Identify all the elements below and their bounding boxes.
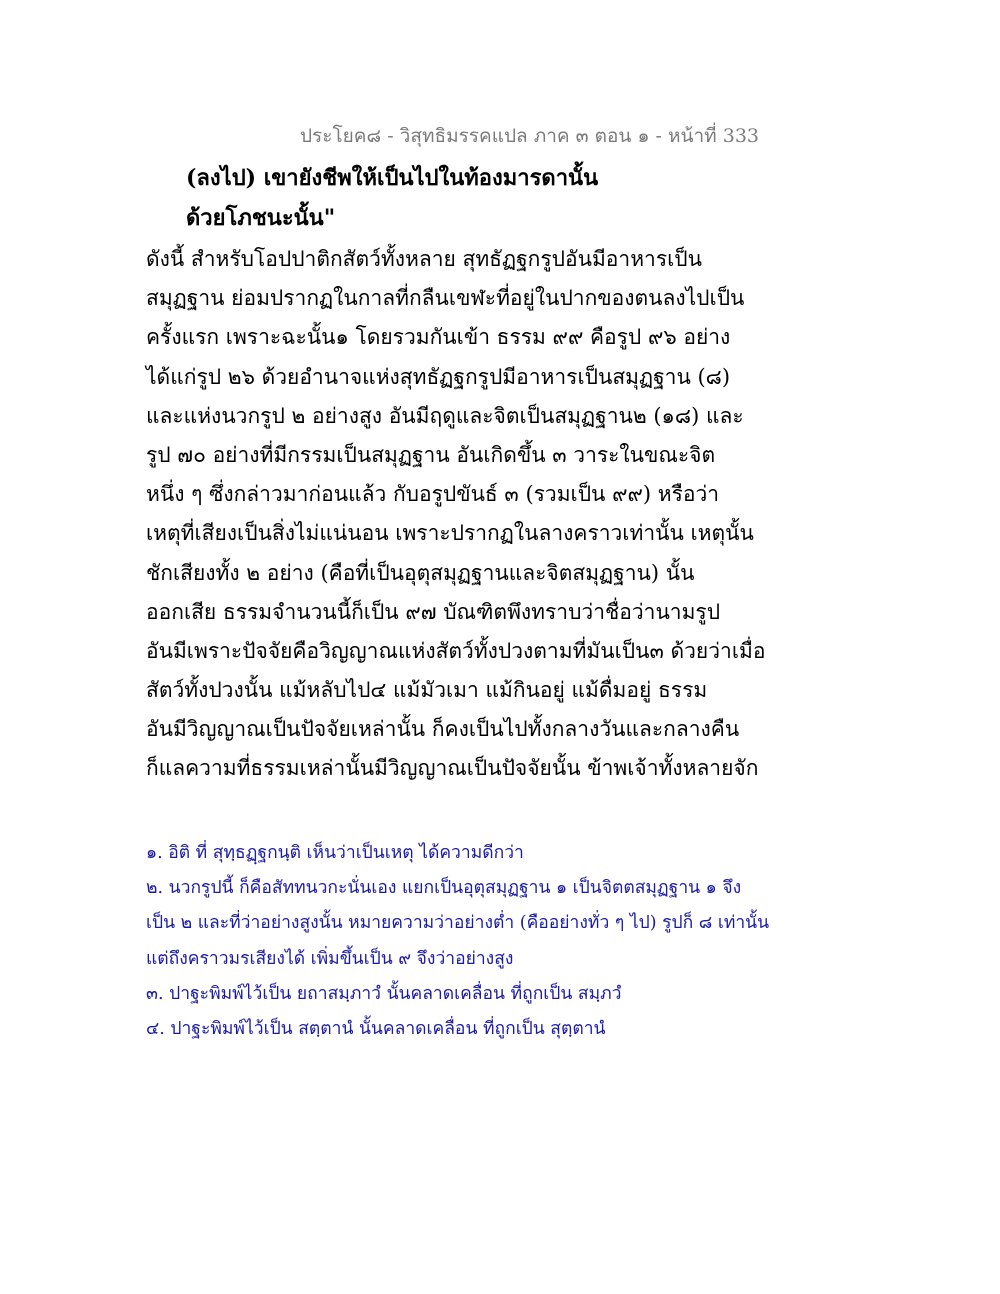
body-text	[146, 240, 866, 789]
footnote-line: ๔. ปาฐะพิมพ์ไว้เป็น สตฺตานํ นั้นคลาดเคลื่อน ที่ถูกเป็น สุตฺตานํ	[146, 1018, 606, 1039]
body-line: ครั้งแรก เพราะฉะนั้น๑ โดยรวมกันเข้า ธรรม ๙๙ คือรูป ๙๖ อย่าง	[146, 325, 731, 350]
body-line: รูป ๗๐ อย่างที่มีกรรมเป็นสมุฏฐาน อันเกิดขึ้น ๓ วาระในขณะจิต	[146, 442, 716, 467]
verse-line-2: ด้วยโภชนะนั้น"	[186, 205, 336, 231]
body-line: สมุฏฐาน ย่อมปรากฏในกาลที่กลืนเขฬะที่อยู่ในปากของตนลงไปเป็น	[146, 286, 745, 311]
body-line: ได้แก่รูป ๒๖ ด้วยอำนาจแห่งสุทธัฏฐกรูปมีอาหารเป็นสมุฏฐาน (๘)	[146, 364, 731, 389]
verse-line-1: (ลงไป) เขายังชีพให้เป็นไปในท้องมารดานั้น	[186, 165, 599, 191]
footnote-line: ๑. อิติ ที่ สุทฺธฏฺฐกนฺติ เห็นว่าเป็นเหตุ ได้ความดีกว่า	[146, 843, 524, 863]
footnote-line: แต่ถึงคราวมรเสียงได้ เพิ่มขึ้นเป็น ๙ จึงว่าอย่างสูง	[146, 948, 514, 969]
footnotes	[146, 836, 906, 1047]
body-line: ออกเสีย ธรรมจำนวนนี้ก็เป็น ๙๗ บัณฑิตพึงทราบว่าชื่อว่านามรูป	[146, 599, 721, 624]
footnote-line: ๒. นวกรูปนี้ ก็คือสัททนวกะนั่นเอง แยกเป็นอุตุสมุฏฐาน ๑ เป็นจิตตสมุฏฐาน ๑ จึง	[146, 878, 742, 899]
footnote-line: เป็น ๒ และที่ว่าอย่างสูงนั้น หมายความว่าอย่างต่ำ (คืออย่างทั่ว ๆ ไป) รูปก็ ๘ เท่านั้น	[146, 913, 770, 934]
running-header: ประโยค๘ - วิสุทธิมรรคแปล ภาค ๓ ตอน ๑ - หน้าที่ 333	[300, 125, 760, 147]
body-line: สัตว์ทั้งปวงนั้น แม้หลับไป๔ แม้มัวเมา แม้กินอยู่ แม้ดื่มอยู่ ธรรม	[146, 678, 708, 703]
body-line: ดังนี้ สำหรับโอปปาติกสัตว์ทั้งหลาย สุทธัฏฐกรูปอันมีอาหารเป็น	[146, 247, 702, 271]
body-line: เหตุที่เสียงเป็นสิ่งไม่แน่นอน เพราะปรากฏในลางคราวเท่านั้น เหตุนั้น	[146, 521, 754, 546]
body-line: ชักเสียงทั้ง ๒ อย่าง (คือที่เป็นอุตุสมุฏฐานและจิตสมุฏฐาน) นั้น	[146, 560, 695, 585]
body-line: และแห่งนวกรูป ๒ อย่างสูง อันมีฤดูและจิตเป็นสมุฏฐาน๒ (๑๘) และ	[146, 403, 744, 428]
body-line: ก็แลความที่ธรรมเหล่านั้นมีวิญญาณเป็นปัจจัยนั้น ข้าพเจ้าทั้งหลายจัก	[146, 756, 759, 781]
body-line: อันมีเพราะปัจจัยคือวิญญาณแห่งสัตว์ทั้งปวงตามที่มันเป็น๓ ด้วยว่าเมื่อ	[146, 638, 766, 663]
body-line: หนึ่ง ๆ ซึ่งกล่าวมาก่อนแล้ว กับอรูปขันธ์ ๓ (รวมเป็น ๙๙) หรือว่า	[146, 482, 720, 507]
body-line: อันมีวิญญาณเป็นปัจจัยเหล่านั้น ก็คงเป็นไปทั้งกลางวันและกลางคืน	[146, 717, 740, 742]
footnote-line: ๓. ปาฐะพิมพ์ไว้เป็น ยถาสมฺภาวํ นั้นคลาดเคลื่อน ที่ถูกเป็น สมฺภวํ	[146, 983, 622, 1004]
